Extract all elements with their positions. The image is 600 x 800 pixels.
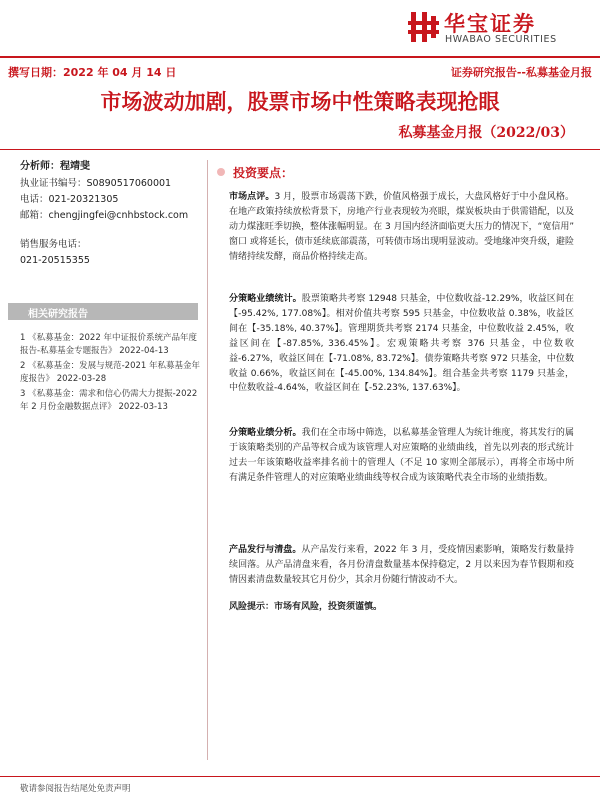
paragraph-lead-in: 分策略业绩分析。 xyxy=(229,428,302,438)
bullet-icon xyxy=(217,168,225,176)
header-rule xyxy=(0,56,600,58)
market-review-paragraph: 市场点评。3 月，股票市场震荡下跌，价值风格强于成长，大盘风格好于中小盘风格。在地产政策持续放松背景下，房地产行业表现较为亮眼，煤炭板块由于供需错配，以及动力煤涨旺季切换，整体涨幅明显。在 3 月国内经济面临更大压力的情况下，“宽信用” 窗口 或将延长，债市延续底部震荡，可转债市场出现明显波动。受地缘冲突升级，避险情绪持续发酵，商品价格持续走高。 xyxy=(229,192,574,262)
strategy-stats-paragraph: 分策略业绩统计。股票策略共考察 12948 只基金，中位数收益-12.29%，收益区间在【-95.42%, 177.08%】。相对价值共考察 595 只基金，中位数收益 0.38%，收益区间在【-35.18%, 40.37%】。管理期货共考察 2174 只基金，中位数收益 2.45%，收益区间在【-87.85%, 336.45%】。宏观策略共考察 376 只基金，中位数收益-6.27%，收益区间在【-71.08%, 83.72%】。债券策略共考察 972 只基金，中位数收益 0.66%，收益区间在【-45.00%, 134.84%】。组合基金共考察 1179 只基金，中位数收益-4.64%，收益区间在【-52.23%, 137.63%】。 xyxy=(229,294,574,394)
paragraph-lead-in: 产品发行与清盘。 xyxy=(229,545,302,555)
analyst-email[interactable]: 邮箱：chengjingfei@cnhbstock.com xyxy=(20,210,189,221)
footer-rule xyxy=(0,776,600,777)
related-reports-header xyxy=(8,303,198,320)
logo-cn-text: 华宝证券 xyxy=(444,11,536,36)
paragraph-lead-in: 市场点评。 xyxy=(229,192,275,202)
page-title: 市场波动加剧，股票市场中性策略表现抢眼 xyxy=(100,89,500,114)
title-rule xyxy=(0,149,600,150)
analyst-name: 分析师：程靖斐 xyxy=(20,161,90,172)
logo-en-text: HWABAO SECURITIES xyxy=(445,34,557,45)
report-date: 撰写日期：2022 年 04 月 14 日 xyxy=(8,66,177,79)
column-divider xyxy=(207,160,208,760)
investment-highlights-heading xyxy=(217,164,293,181)
related-report-item[interactable]: 2 《私募基金：发展与规范-2021 年私募基金年度报告》 2022-03-28 xyxy=(20,361,201,384)
related-reports-title: 相关研究报告 xyxy=(28,309,88,320)
strategy-analysis-paragraph: 分策略业绩分析。我们在全市场中筛选，以私募基金管理人为统计维度，将其发行的属于该策略类别的产品等权合成为该管理人对应策略的业绩曲线，首先以列表的形式统计过去一年该策略收益率排名前十的管理人（不足 10 家则全部展示），再将全市场中所有满足条件管理人的对应策略业绩曲线等权合成为该策略代表全市场的业绩指数。 xyxy=(229,428,574,483)
sales-label: 销售服务电话： xyxy=(20,239,87,250)
issuance-paragraph: 产品发行与清盘。从产品发行来看，2022 年 3 月，受疫情因素影响，策略发行数量持续回落。从产品清盘来看，各月份清盘数量基本保持稳定，2 月以来因为春节假期和疫情因素清盘数量较其它月份少，其余月份随行情波动不大。 xyxy=(229,545,574,585)
sales-phone: 021-20515355 xyxy=(20,255,90,266)
report-category: 证券研究报告--私募基金月报 xyxy=(450,66,592,79)
risk-warning: 风险提示：市场有风险，投资须谨慎。 xyxy=(229,602,383,612)
analyst-phone: 电话：021-20321305 xyxy=(20,194,119,205)
analyst-license: 执业证书编号：S0890517060001 xyxy=(20,178,172,189)
paragraph-lead-in: 分策略业绩统计。 xyxy=(229,294,302,304)
company-logo xyxy=(404,6,594,48)
related-report-item[interactable]: 3 《私募基金：需求和信心仍需大力提振-2022 年 2 月份金融数据点评》 2022-03-13 xyxy=(20,389,198,412)
investment-highlights-title: 投资要点： xyxy=(233,166,294,180)
page-subtitle: 私募基金月报（2022/03） xyxy=(398,125,574,141)
footer-disclaimer: 敬请参阅报告结尾处免责声明 xyxy=(20,784,131,794)
related-report-item[interactable]: 1 《私募基金：2022 年中证报价系统产品年度报告-私募基金专题报告》 2022-04-13 xyxy=(20,333,197,356)
logo-mark-icon xyxy=(408,10,440,44)
